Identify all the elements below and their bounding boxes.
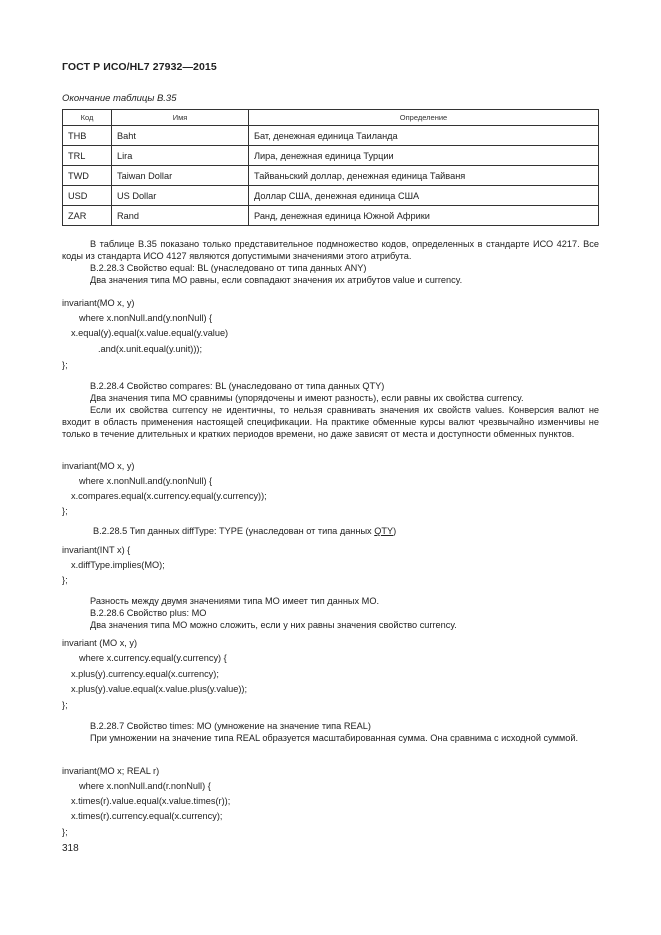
table-row <box>63 206 599 226</box>
cell-code: USD <box>63 186 112 206</box>
page-number: 318 <box>62 843 79 854</box>
code-line: x.times(r).currency.equal(x.currency); <box>71 811 223 821</box>
cell-code: THB <box>63 126 112 146</box>
table-row <box>63 126 599 146</box>
section-title-times: В.2.28.7 Свойство times: МО (умножение на значение типа REAL) <box>90 721 371 731</box>
section-title-difftype-text: В.2.28.5 Тип данных diffType: TYPE (унаследован от типа данных <box>93 526 375 536</box>
section-text-plus: Два значения типа МО можно сложить, если у них равны значения свойство currency. <box>90 620 457 630</box>
column-header-name: Имя <box>112 110 249 126</box>
cell-name: Lira <box>112 146 249 166</box>
code-line: invariant(INT x) { <box>62 545 131 555</box>
code-line: where x.nonNull.and(r.nonNull) { <box>79 781 211 791</box>
cell-code: TRL <box>63 146 112 166</box>
section-title-difftype-link: QTY <box>374 526 394 536</box>
code-line: x.equal(y).equal(x.value.equal(y.value) <box>71 328 229 338</box>
code-line: }; <box>62 827 68 837</box>
section-title-difftype-end: ) <box>393 526 397 536</box>
code-line: x.diffType.implies(MO); <box>71 560 165 570</box>
code-line: invariant (MO x, y) <box>62 638 138 648</box>
code-line: where x.nonNull.and(y.nonNull) { <box>79 313 213 323</box>
document-header: ГОСТ Р ИСО/HL7 27932—2015 <box>62 61 217 73</box>
code-line: }; <box>62 575 68 585</box>
section-title-compares: В.2.28.4 Свойство compares: BL (унаследовано от типа данных QTY) <box>90 381 385 391</box>
cell-definition: Тайваньский доллар, денежная единица Тайваня <box>249 166 599 186</box>
section-text-difftype: Разность между двумя значениями типа МО имеет тип данных МО. <box>90 596 380 606</box>
code-line: .and(x.unit.equal(y.unit))); <box>98 344 202 354</box>
table-row <box>63 166 599 186</box>
cell-name: Taiwan Dollar <box>112 166 249 186</box>
table-header-row <box>63 110 599 126</box>
cell-name: Baht <box>112 126 249 146</box>
currency-table <box>62 109 599 226</box>
table-caption: Окончание таблицы В.35 <box>62 93 177 104</box>
paragraph-table-note: В таблице В.35 показано только представительное подмножество кодов, определенных в стандарте ИСО 4217. Все коды из стандарта ИСО 4127 являются допустимыми значениями этого атрибута. <box>62 239 599 262</box>
table-row <box>63 146 599 166</box>
section-title-equal: В.2.28.3 Свойство equal: BL (унаследовано от типа данных ANY) <box>90 263 367 273</box>
cell-name: Rand <box>112 206 249 226</box>
code-line: invariant(MO x, y) <box>62 298 135 308</box>
section-title-difftype <box>93 525 396 537</box>
cell-definition: Бат, денежная единица Таиланда <box>249 126 599 146</box>
cell-code: ZAR <box>63 206 112 226</box>
code-line: where x.nonNull.and(y.nonNull) { <box>79 476 213 486</box>
code-line: x.times(r).value.equal(x.value.times(r)); <box>71 796 231 806</box>
code-line: x.plus(y).currency.equal(x.currency); <box>71 669 219 679</box>
section-text-compares-2: Если их свойства currency не идентичны, то нельзя сравнивать значения их свойств values. Конверсия валют не входит в область применения настоящей спецификации. На практике обменные курсы валют чрезвычайно изменчивы не только в течение длительных и кратких периодов времени, но даже зависят от места и доступности обменных пунктов. <box>62 405 599 440</box>
code-line: }; <box>62 700 68 710</box>
column-header-code: Код <box>63 110 112 126</box>
code-line: }; <box>62 506 68 516</box>
code-line: x.plus(y).value.equal(x.value.plus(y.value)); <box>71 684 247 694</box>
code-line: invariant(MO x, y) <box>62 461 135 471</box>
cell-definition: Лира, денежная единица Турции <box>249 146 599 166</box>
column-header-definition: Определение <box>249 110 599 126</box>
cell-code: TWD <box>63 166 112 186</box>
section-text-equal: Два значения типа МО равны, если совпадают значения их атрибутов value и currency. <box>90 275 463 285</box>
code-line: }; <box>62 360 68 370</box>
cell-name: US Dollar <box>112 186 249 206</box>
table-row <box>63 186 599 206</box>
cell-definition: Доллар США, денежная единица США <box>249 186 599 206</box>
cell-definition: Ранд, денежная единица Южной Африки <box>249 206 599 226</box>
section-title-plus: В.2.28.6 Свойство plus: МО <box>90 608 207 618</box>
code-line: where x.currency.equal(y.currency) { <box>79 653 227 663</box>
code-line: invariant(MO x; REAL r) <box>62 766 160 776</box>
section-text-times: При умножении на значение типа REAL образуется масштабированная сумма. Она сравнима с исходной суммой. <box>90 733 579 743</box>
section-text-compares: Два значения типа МО сравнимы (упорядочены и имеют разность), если равны их свойства currency. <box>90 393 524 403</box>
code-line: x.compares.equal(x.currency.equal(y.currency)); <box>71 491 267 501</box>
